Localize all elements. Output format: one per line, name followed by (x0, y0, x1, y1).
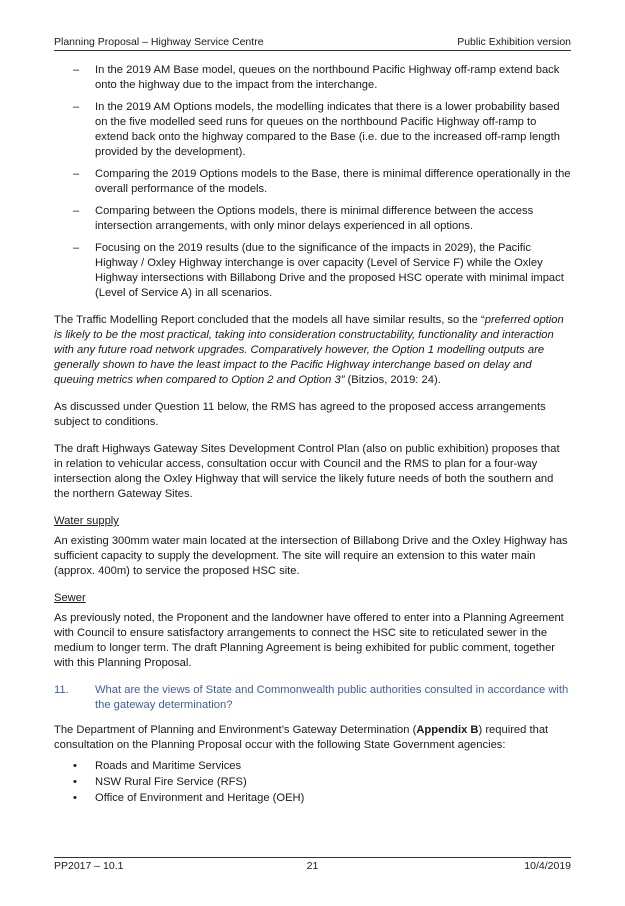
gateway-tail: ) required that consultation on the Planning Proposal occur with the following State Government agencies: (54, 724, 549, 751)
water-supply-heading: Water supply (54, 515, 119, 527)
traffic-citation: (Bitzios, 2019: 24). (344, 374, 441, 386)
traffic-report-paragraph (54, 313, 571, 388)
traffic-quote: preferred option is likely to be the most practical, taking into consideration constructability, functionality and interaction with any future road network upgrades. Comparatively however, the Option 1 modelling outputs are generally shown to have the least impact to the Pacific Highway interchange based on delay and queuing metrics when compared to Option 2 and Option 3” (54, 314, 564, 386)
traffic-lead: The Traffic Modelling Report concluded that the models all have similar results, so the “ (54, 314, 485, 326)
header-title: Planning Proposal – Highway Service Centre (54, 36, 264, 48)
list-item: – In the 2019 AM Options models, the modelling indicates that there is a lower probability based on the five modelled seed runs for queues on the northbound Pacific Highway off-ramp to extend back onto the highway compared to the Base (i.e. due to the increased off-ramp length provided by the development). (54, 100, 571, 160)
list-item: – Comparing between the Options models, there is minimal difference between the access intersection arrangements, with only minor delays experienced in all options. (54, 204, 571, 234)
sewer-heading: Sewer (54, 592, 86, 604)
gateway-lead: The Department of Planning and Environment’s Gateway Determination ( (54, 724, 417, 736)
header-version: Public Exhibition version (457, 36, 571, 48)
agency-list (54, 759, 571, 806)
water-supply-paragraph: An existing 300mm water main located at the intersection of Billabong Drive and the Oxley Highway has sufficient capacity to supply the development. The site will require an extension to this water main (approx. 400m) to service the proposed HSC site. (54, 535, 568, 577)
sewer-paragraph: As previously noted, the Proponent and the landowner have offered to enter into a Planning Agreement with Council to ensure satisfactory arrangements to connect the HSC site to reticulated sewer in the medium to longer term. The draft Planning Agreement is being exhibited for public comment, together with this Planning Proposal. (54, 612, 564, 669)
list-item: • NSW Rural Fire Service (RFS) (54, 775, 571, 790)
list-item: • Office of Environment and Heritage (OEH) (54, 791, 571, 806)
footer-document-id: PP2017 – 10.1 (54, 860, 124, 872)
list-item: – Comparing the 2019 Options models to the Base, there is minimal difference operationally in the overall performance of the models. (54, 167, 571, 197)
header-rule (54, 50, 571, 51)
question-11-heading (54, 683, 571, 713)
page-number: 21 (306, 860, 319, 872)
footer-date: 10/4/2019 (524, 860, 571, 872)
dcp-paragraph: The draft Highways Gateway Sites Development Control Plan (also on public exhibition) proposes that in relation to vehicular access, consultation occur with Council and the RMS to plan for a four-way intersection along the Oxley Highway that will service the likely future needs of both the southern and the northern Gateway Sites. (54, 443, 560, 500)
list-item: – In the 2019 AM Base model, queues on the northbound Pacific Highway off-ramp extend back onto the highway due to the impact from the interchange. (54, 63, 571, 93)
question-number: 11. (54, 684, 69, 696)
gateway-paragraph (54, 723, 571, 753)
appendix-reference: Appendix B (416, 724, 479, 736)
footer-rule (54, 857, 571, 858)
page-body (54, 63, 571, 807)
list-item: – Focusing on the 2019 results (due to the significance of the impacts in 2029), the Pacific Highway / Oxley Highway interchange is over capacity (Level of Service F) while the Oxley Highway intersections with Billabong Drive and the proposed HSC operate with minimal impact (Level of Service A) in all scenarios. (54, 241, 571, 301)
rms-paragraph: As discussed under Question 11 below, the RMS has agreed to the proposed access arrangements subject to conditions. (54, 401, 546, 428)
modelling-findings-list (54, 63, 571, 301)
list-item: • Roads and Maritime Services (54, 759, 571, 774)
question-text: What are the views of State and Commonwealth public authorities consulted in accordance with the gateway determination? (95, 684, 569, 711)
